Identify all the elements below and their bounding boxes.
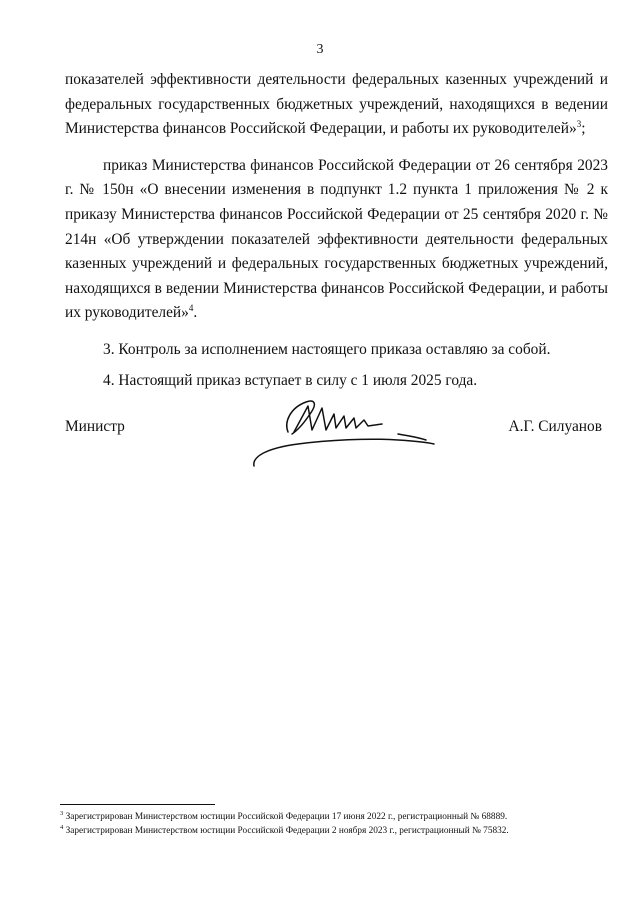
paragraph-text: приказ Министерства финансов Российской Федерации от 26 сентября 2023 г. № 150н «О внесении изменения в подпункт 1.2 пункта 1 приложения № 2 к приказу Министерства финансов Российской Федерации от 25 сентября 2020 г. № 214н «Об утверждении показателей эффективности деятельности федеральных казенных учреждений и федеральных государственных бюджетных учреждений, находящихся в ведении Министерства финансов Российской Федерации, и работы их руководителей» (65, 156, 608, 322)
footnote-separator (60, 804, 215, 805)
paragraph-order-reference (65, 154, 608, 326)
paragraph-text: показателей эффективности деятельности федеральных казенных учреждений и федеральных государственных бюджетных учреждений, находящихся в ведении Министерства финансов Российской Федерации, и работы их руководителей» (65, 71, 608, 138)
footnotes (60, 810, 620, 838)
paragraph-continuation (65, 68, 608, 142)
footnote-reference: 4 (188, 303, 194, 314)
paragraph-tail: ; (581, 120, 586, 138)
footnote (60, 810, 620, 824)
footnote-reference: 3 (576, 119, 582, 130)
document-body (65, 68, 608, 393)
signatory-title: Министр (65, 418, 125, 435)
footnote-mark: 4 (60, 823, 64, 831)
paragraph-item-3: 3. Контроль за исполнением настоящего приказа оставляю за собой. (103, 340, 551, 358)
footnote (60, 824, 620, 838)
handwritten-signature (248, 392, 438, 472)
footnote-text: Зарегистрирован Министерством юстиции Российской Федерации 17 июня 2022 г., регистрационный № 68889. (65, 812, 508, 822)
footnote-mark: 3 (60, 809, 64, 817)
paragraph-tail: . (193, 304, 198, 322)
page-number: 3 (316, 42, 324, 57)
paragraph-item-4: 4. Настоящий приказ вступает в силу с 1 июля 2025 года. (103, 371, 478, 389)
footnote-text: Зарегистрирован Министерством юстиции Российской Федерации 2 ноября 2023 г., регистрационный № 75832. (65, 826, 509, 836)
signatory-name: А.Г. Силуанов (508, 418, 602, 435)
